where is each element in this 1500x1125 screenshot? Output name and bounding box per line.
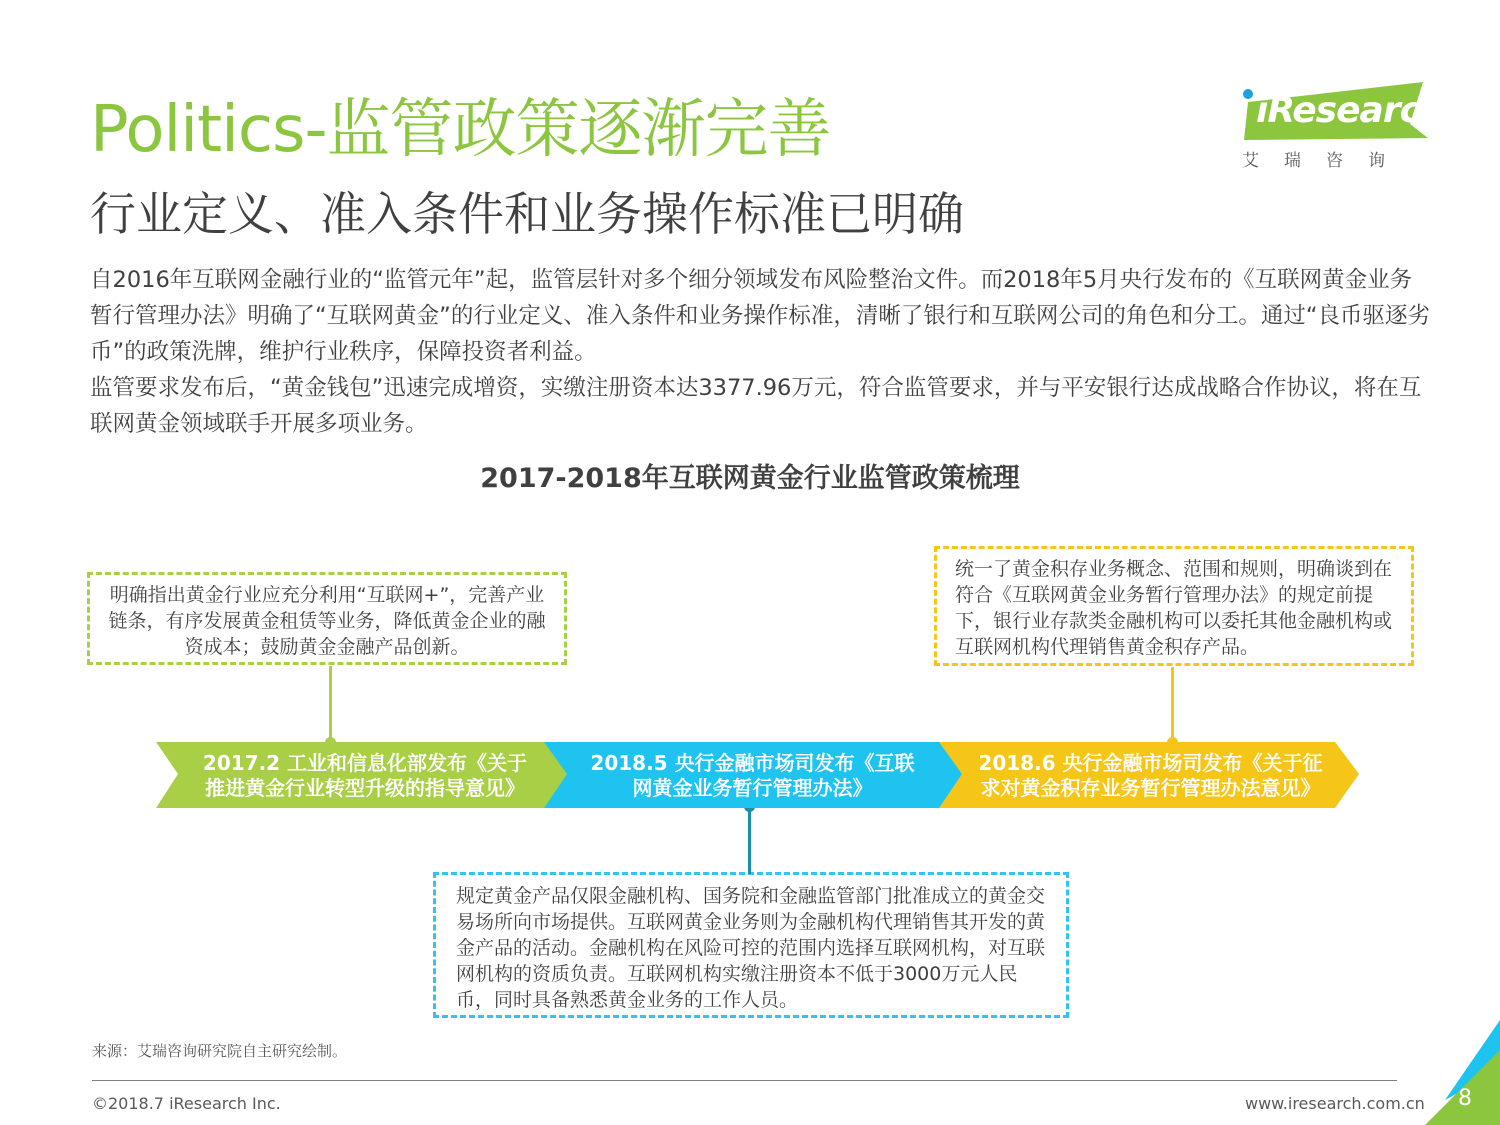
logo-wordmark: iResearch: [1256, 90, 1445, 131]
copyright-text: ©2018.7 iResearch Inc.: [92, 1094, 281, 1113]
timeline-label-2018-6: [958, 751, 1343, 801]
iresearch-logo: [1238, 80, 1445, 172]
website-link[interactable]: www.iresearch.com.cn: [1245, 1094, 1425, 1113]
timeline-label-2018-6-line2: 求对黄金积存业务暂行管理办法意见》: [980, 776, 1321, 800]
note-box-2018-6: 统一了黄金积存业务概念、范围和规则，明确谈到在符合《互联网黄金业务暂行管理办法》的规定前提下，银行业存款类金融机构可以委托其他金融机构或互联网机构代理销售黄金积存产品。: [934, 546, 1414, 666]
logo-chinese-name: 艾瑞咨询: [1242, 151, 1410, 171]
timeline-label-2018-5-line1: 2018.5 央行金融市场司发布《互联: [590, 751, 915, 775]
timeline-label-2017-2-line2: 推进黄金行业转型升级的指导意见》: [205, 776, 525, 800]
timeline-label-2018-5: [570, 751, 935, 801]
connector-yellow: [1171, 667, 1174, 742]
timeline-label-2018-6-line1: 2018.6 央行金融市场司发布《关于征: [978, 751, 1323, 775]
diagram-title: 2017-2018年互联网黄金行业监管政策梳理: [480, 463, 1020, 494]
page-subtitle: 行业定义、准入条件和业务操作标准已明确: [90, 187, 964, 241]
gold-wallet-paragraph: 监管要求发布后，“黄金钱包”迅速完成增资，实缴注册资本达3377.96万元，符合监管要求，并与平安银行达成战略合作协议，将在互联网黄金领域联手开展多项业务。: [90, 375, 1422, 437]
source-note: 来源：艾瑞咨询研究院自主研究绘制。: [92, 1042, 348, 1060]
note-box-2018-5: 规定黄金产品仅限金融机构、国务院和金融监管部门批准成立的黄金交易场所向市场提供。互联网黄金业务则为金融机构代理销售其开发的黄金产品的活动。金融机构在风险可控的范围内选择互联网机构，对互联网机构的资质负责。互联网机构实缴注册资本不低于3000万元人民币，同时具备熟悉黄金业务的工作人员。: [433, 872, 1069, 1018]
note-box-2017-2: 明确指出黄金行业应充分利用“互联网+”，完善产业链条，有序发展黄金租赁等业务，降低黄金企业的融资成本；鼓励黄金金融产品创新。: [87, 572, 567, 665]
connector-blue: [748, 806, 751, 874]
timeline-label-2017-2: [185, 751, 545, 801]
timeline-label-2017-2-line1: 2017.2 工业和信息化部发布《关于: [202, 751, 528, 775]
connector-green: [329, 666, 332, 742]
page-number: 8: [1458, 1086, 1472, 1111]
footer-divider: [92, 1080, 1397, 1081]
timeline-label-2018-5-line2: 网黄金业务暂行管理办法》: [632, 776, 873, 800]
page-title: Politics-监管政策逐渐完善: [90, 93, 831, 167]
intro-paragraph: 自2016年互联网金融行业的“监管元年”起，监管层针对多个细分领域发布风险整治文件。而2018年5月央行发布的《互联网黄金业务暂行管理办法》明确了“互联网黄金”的行业定义、准入条件和业务操作标准，清晰了银行和互联网公司的角色和分工。通过“良币驱逐劣币”的政策洗牌，维护行业秩序，保障投资者利益。: [90, 267, 1430, 365]
